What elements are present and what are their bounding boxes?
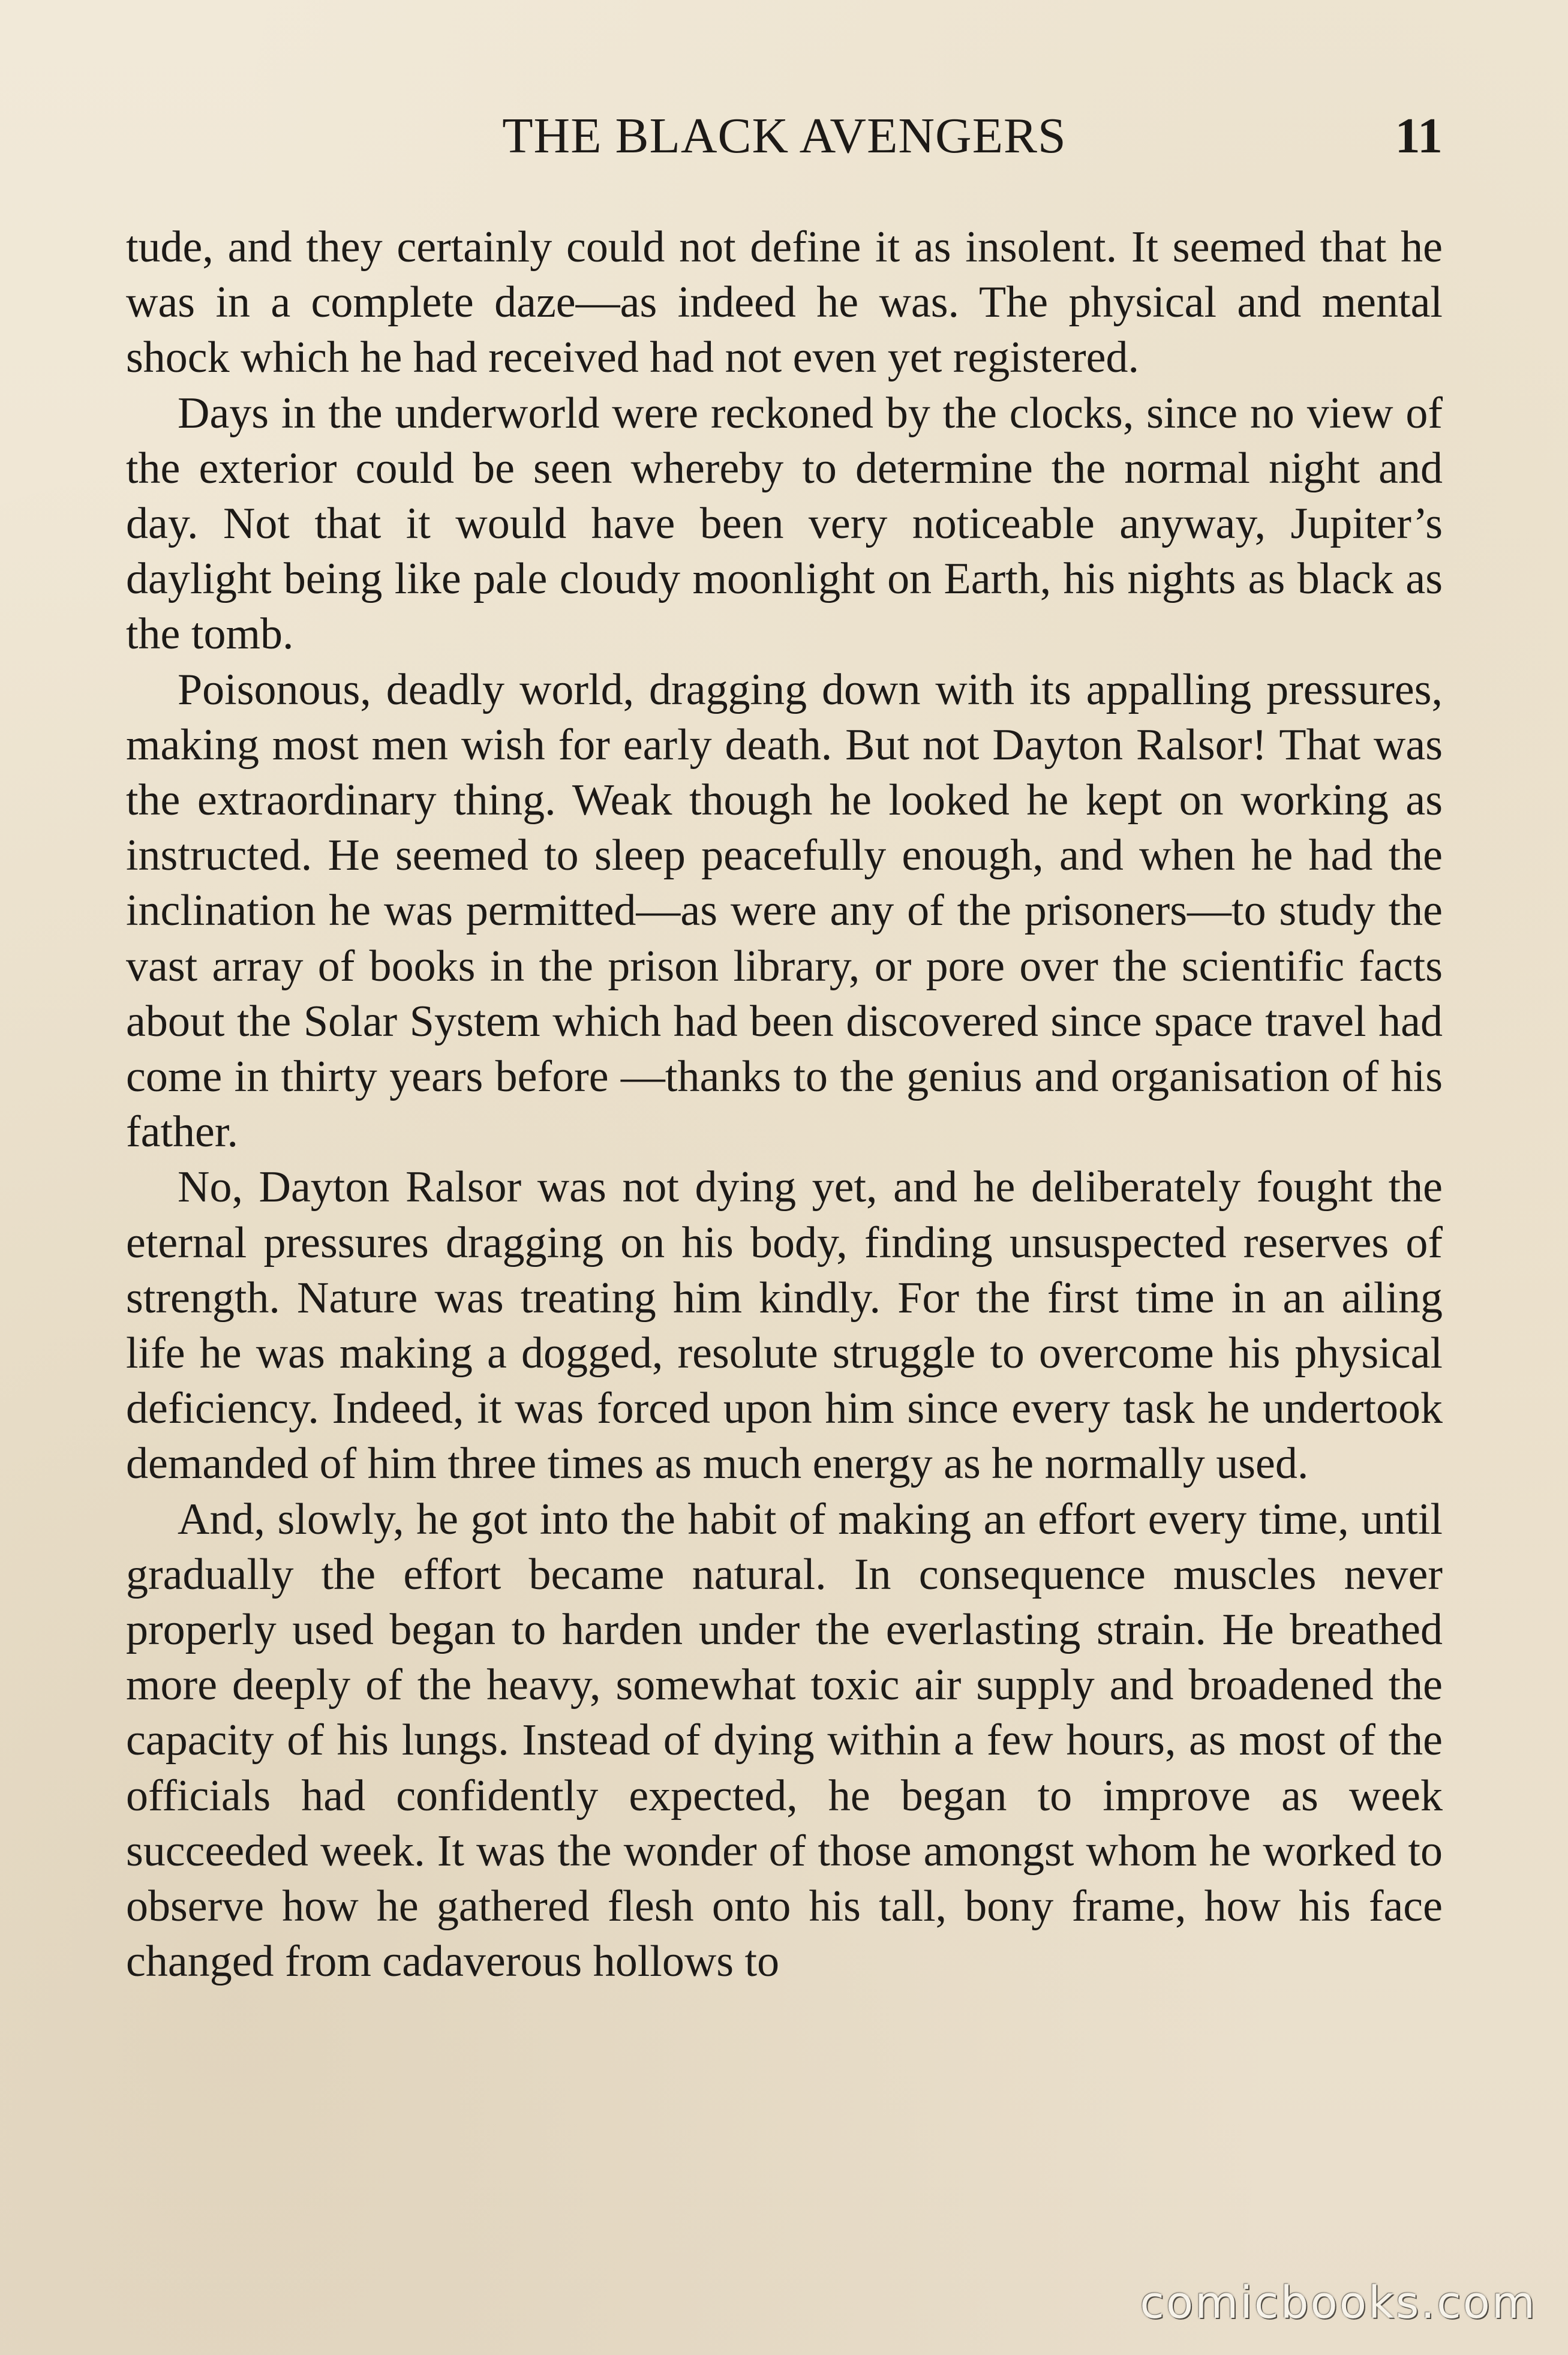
paragraph-5: And, slowly, he got into the habit of making an effort every time, until gradually the effort became natural. In consequence muscles never properly used began to harden under the everlasting strain. He breathed more deeply of the heavy, somewhat toxic air supply and broadened the capacity of his lungs. Instead of dying within a few hours, as most of the officials had confidently expected, he began to improve as week succeeded week. It was the wonder of those amongst whom he worked to observe how he gathered flesh onto his tall, bony frame, how his face changed from cadaverous hollows to: [126, 1494, 1443, 1987]
paragraph-3: Poisonous, deadly world, dragging down with its appalling pressures, making most men wish for early death. But not Dayton Ralsor! That was the extraordinary thing. Weak though he looked he kept on working as instructed. He seemed to sleep peacefully enough, and when he had the inclination he was permitted—as were any of the prisoners—to study the vast array of books in the prison library, or pore over the scientific facts about the Solar System which had been discovered since space travel had come in thirty years before —thanks to the genius and organisation of his father.: [126, 665, 1443, 1157]
page-number: 11: [1395, 108, 1443, 164]
paragraph-2: Days in the underworld were reckoned by the clocks, since no view of the exterior could be seen whereby to determine the normal night and day. Not that it would have been very noticeable anyway, Jupiter’s daylight being like pale cloudy moonlight on Earth, his nights as black as the tomb.: [126, 388, 1443, 659]
body-text: [126, 220, 1443, 1990]
page-header: [126, 103, 1443, 169]
paragraph-1: tude, and they certainly could not define it as insolent. It seemed that he was in a complete daze—as indeed he was. The physical and mental shock which he had received had not even yet registered.: [126, 223, 1443, 383]
paragraph-4: No, Dayton Ralsor was not dying yet, and he deliberately fought the eternal pressures dragging on his body, finding unsuspected reserves of strength. Nature was treating him kindly. For the first time in an ailing life he was making a dogged, resolute struggle to overcome his physical deficiency. Indeed, it was forced upon him since every task he undertook demanded of him three times as much energy as he normally used.: [126, 1163, 1443, 1489]
watermark: comicbooks.com: [1140, 2277, 1537, 2329]
running-head: THE BLACK AVENGERS: [502, 108, 1067, 164]
